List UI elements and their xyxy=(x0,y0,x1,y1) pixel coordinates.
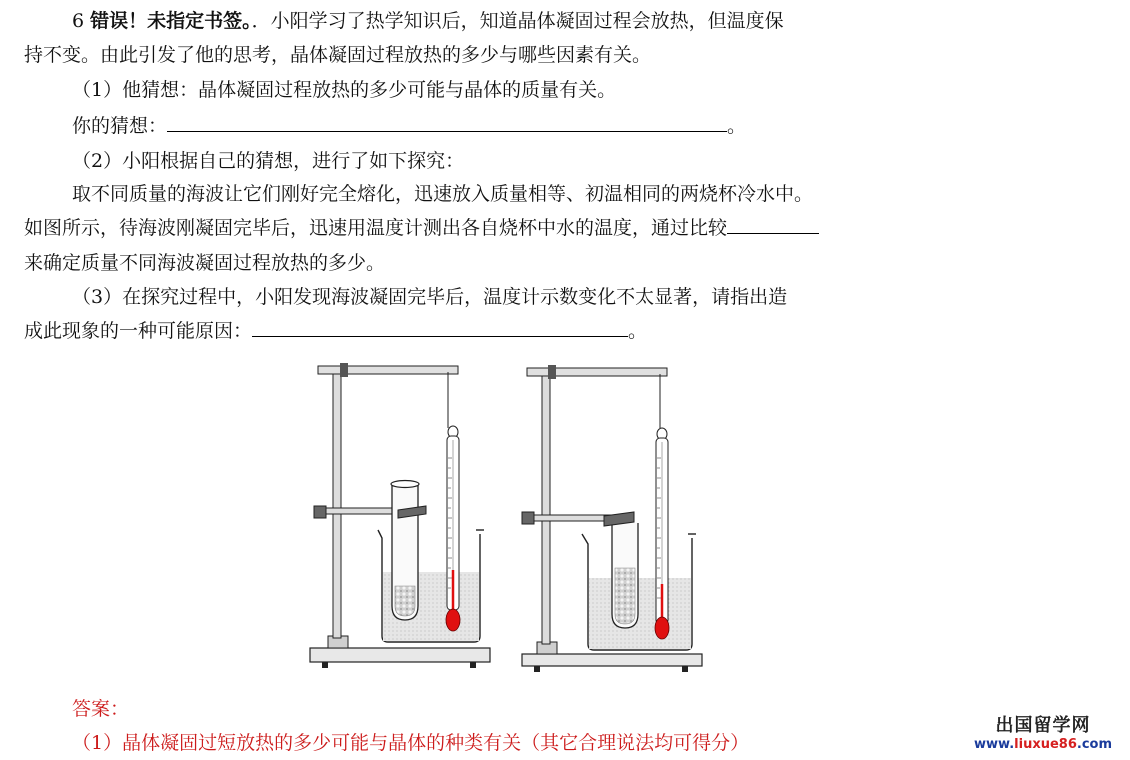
thermometer-bulb-right xyxy=(655,617,669,639)
answer-line-1: （1）晶体凝固过短放热的多少可能与晶体的种类有关（其它合理说法均可得分） xyxy=(72,732,750,754)
watermark-url: www.liuxue86.com xyxy=(974,737,1112,752)
your-guess-line xyxy=(72,113,746,139)
base-plate-right xyxy=(522,654,702,666)
part2-line-3: 来确定质量不同海波凝固过程放热的多少。 xyxy=(24,252,386,274)
part3-line-1: （3）在探究过程中，小阳发现海波凝固完毕后，温度计示数变化不太显著，请指出造 xyxy=(72,286,788,308)
top-arm-left xyxy=(318,366,458,374)
watermark-site-name: 出国留学网 xyxy=(995,715,1091,736)
side-screw-right xyxy=(522,512,534,524)
error-bookmark-tag: 错误！未指定书签。 xyxy=(90,10,252,32)
top-clamp-left xyxy=(340,363,348,377)
part2-line-2 xyxy=(24,215,819,241)
question-intro-2: 持不变。由此引发了他的思考，晶体凝固过程放热的多少与哪些因素有关。 xyxy=(24,44,652,66)
part3-line-2 xyxy=(24,318,647,344)
question-intro-1: ．小阳学习了热学知识后，知道晶体凝固过程会放热，但温度保 xyxy=(251,10,784,32)
your-guess-label: 你的猜想： xyxy=(72,115,168,137)
water-right xyxy=(589,578,691,649)
experiment-apparatus-figure xyxy=(300,358,710,680)
part2-line-1: 取不同质量的海波让它们刚好完全熔化，迅速放入质量相等、初温相同的两烧杯冷水中。 xyxy=(72,183,814,205)
foot-left-b xyxy=(470,662,476,668)
your-guess-blank[interactable] xyxy=(167,113,727,132)
apparatus-left xyxy=(310,363,490,668)
compare-blank[interactable] xyxy=(727,215,819,234)
side-screw-left xyxy=(314,506,326,518)
hypo-crystal-left xyxy=(395,586,415,616)
part2-line-2-text: 如图所示，待海波刚凝固完毕后，迅速用温度计测出各自烧杯中水的温度，通过比较 xyxy=(24,217,728,239)
part1-hypothesis: （1）他猜想：晶体凝固过程放热的多少可能与晶体的质量有关。 xyxy=(72,79,617,101)
reason-blank[interactable] xyxy=(252,318,628,337)
thermometer-bulb-left xyxy=(446,609,460,631)
period-2: 。 xyxy=(628,320,648,342)
answer-label: 答案： xyxy=(72,698,130,720)
stand-rod-right xyxy=(542,370,550,644)
hypo-crystal-right xyxy=(615,568,635,624)
part2-heading: （2）小阳根据自己的猜想，进行了如下探究： xyxy=(72,150,465,172)
apparatus-right xyxy=(522,365,702,672)
question-first-line xyxy=(72,8,784,34)
period: 。 xyxy=(727,115,747,137)
foot-left-a xyxy=(322,662,328,668)
part3-line-2-text: 成此现象的一种可能原因： xyxy=(24,320,253,342)
question-number: 6 xyxy=(72,10,85,32)
base-plate-left xyxy=(310,648,490,662)
site-watermark xyxy=(974,711,1112,752)
stand-rod-left xyxy=(333,370,341,638)
